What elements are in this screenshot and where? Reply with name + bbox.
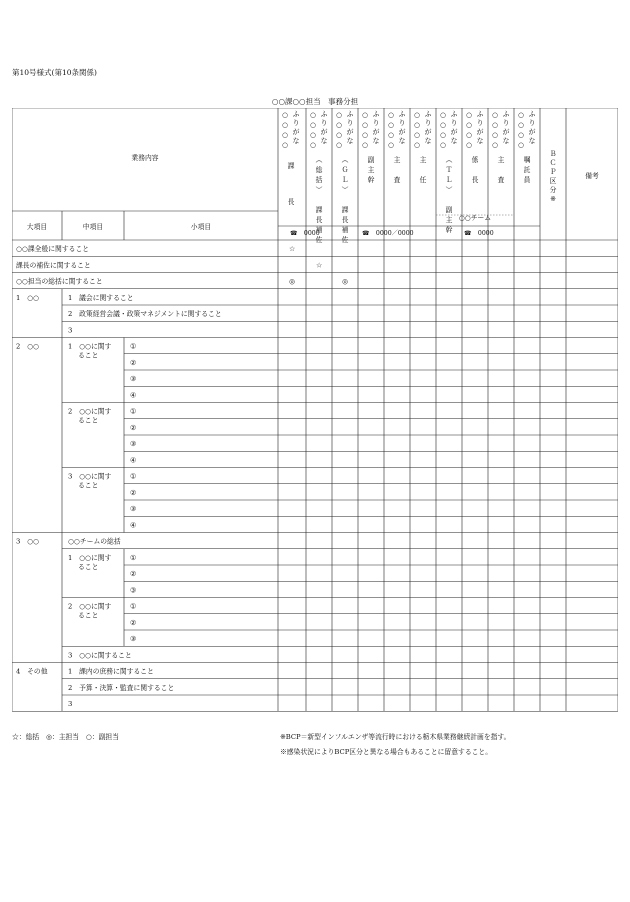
duty-assignment-table [12, 108, 618, 730]
staff-7-title: ︵ＴＬ︶ 副主幹 [445, 156, 453, 234]
section-4-item-1: 1 課内の庶務に関すること [68, 667, 154, 676]
staff-5-title: 主 査 [393, 156, 401, 184]
staff-8-title: 係 長 [471, 156, 479, 184]
staff-3-furigana: ふりがな [346, 110, 354, 145]
mark-double-gl: ◎ [342, 277, 348, 286]
section-3-mid-1b: ること [78, 562, 99, 571]
note-bcp-definition: ※BCP＝新型インフルエンザ等流行時における栃木県業務継続計画を指す。 [280, 733, 511, 741]
row-general-c: ○○担当の総括に関すること [16, 277, 103, 286]
s3-m1-n1: ① [130, 553, 137, 562]
middle-item-label: 中項目 [82, 223, 104, 231]
staff-8-furigana: ふりがな [476, 110, 484, 145]
section-2-mid-3b: ること [78, 481, 99, 490]
section-2-mid-1b: ること [78, 351, 99, 360]
document-title: ○○課○○担当 事務分担 [271, 97, 359, 106]
staff-6-title: 主 任 [419, 156, 427, 184]
s2-m1-n3: ③ [130, 375, 137, 383]
form-number: 第10号様式(第10条関係) [12, 68, 97, 77]
staff-9-name: ○ ○ ○ ○ [492, 111, 498, 149]
staff-7-name: ○ ○ ○ ○ [440, 111, 446, 149]
staff-4-name: ○ ○ ○ ○ [362, 111, 368, 149]
row-general-b: 課長の補佐に関すること [16, 261, 91, 270]
section-1-item-3: 3 [68, 326, 73, 335]
s2-m3-n1: ① [130, 472, 137, 481]
section-2-mid-2b: ること [78, 416, 99, 425]
section-2-mid-1: 1 ○○に関す [68, 342, 112, 351]
s2-m2-n1: ① [130, 407, 137, 416]
staff-2-name: ○ ○ ○ ○ [310, 111, 316, 149]
row-general-a: ○○課全般に関すること [16, 245, 90, 253]
s2-m3-n2: ② [130, 488, 137, 497]
section-4-label: 4 その他 [16, 667, 48, 676]
section-3-mid-1: 1 ○○に関す [68, 553, 112, 562]
section-1-label: 1 ○○ [16, 293, 39, 302]
section-3-mid-2: 2 ○○に関す [68, 602, 112, 611]
s2-m3-n4: ④ [130, 521, 137, 530]
mark-star-hosa: ☆ [315, 261, 323, 270]
s2-m3-n3: ③ [130, 505, 137, 513]
section-1-item-2: 2 政策経営会議・政策マネジメントに関すること [68, 310, 222, 318]
staff-1-title: 課 長 [287, 162, 295, 206]
section-3-mid-3: 3 ○○に関すること [68, 651, 132, 660]
s2-m1-n2: ② [130, 358, 137, 367]
staff-1-furigana: ふりがな [292, 110, 300, 145]
s2-m1-n1: ① [130, 342, 137, 351]
s2-m2-n3: ③ [130, 440, 137, 448]
staff-5-furigana: ふりがな [398, 110, 406, 145]
s2-m2-n2: ② [130, 423, 137, 432]
s3-m2-n3: ③ [130, 635, 137, 643]
work-content-label: 業務内容 [131, 154, 159, 162]
minor-item-label: 小項目 [190, 223, 212, 231]
section-4-item-2: 2 予算・決算・監査に関すること [68, 683, 175, 692]
phone-team-a: ☎ 0000／0000 [362, 230, 414, 237]
phone-kacho: ☎ 0000 [290, 230, 320, 237]
s3-m2-n1: ① [130, 602, 137, 611]
staff-8-name: ○ ○ ○ ○ [466, 111, 472, 149]
mark-star-kacho: ☆ [288, 245, 296, 253]
note-bcp-caution: ※感染状況によりBCP区分と異なる場合もあることに留意すること。 [280, 748, 493, 756]
staff-10-title: 嘱託員 [523, 156, 531, 184]
section-2-mid-2: 2 ○○に関す [68, 407, 112, 416]
staff-2-title: ︵総括︶ 課長補佐 [315, 156, 323, 244]
section-2-label: 2 ○○ [16, 342, 39, 351]
s3-m1-n3: ③ [130, 586, 137, 595]
staff-3-name: ○ ○ ○ ○ [336, 111, 342, 149]
bcp-label: ＢＣＰ区分※ [549, 150, 557, 203]
team-label: ○○チーム [458, 214, 492, 222]
staff-9-furigana: ふりがな [502, 110, 510, 145]
staff-6-name: ○ ○ ○ ○ [414, 111, 420, 149]
staff-6-furigana: ふりがな [424, 110, 432, 145]
staff-2-furigana: ふりがな [320, 110, 328, 145]
s3-m1-n2: ② [130, 570, 137, 578]
staff-4-furigana: ふりがな [372, 110, 380, 145]
remarks-label: 備考 [585, 172, 599, 180]
staff-4-title: 副主幹 [367, 156, 375, 184]
phone-team-b: ☎ 0000 [464, 230, 494, 237]
section-3-label: 3 ○○ [16, 537, 39, 546]
staff-1-name: ○ ○ ○ ○ [282, 111, 288, 149]
section-3-mid-2b: ること [78, 611, 99, 620]
s2-m2-n4: ④ [130, 456, 137, 465]
staff-5-name: ○ ○ ○ ○ [388, 111, 394, 149]
mark-double-kacho: ◎ [289, 277, 295, 286]
section-1-item-1: 1 議会に関すること [68, 293, 134, 302]
s2-m1-n4: ④ [130, 391, 137, 400]
staff-3-title: ︵ＧＬ︶ 課長補佐 [341, 156, 349, 244]
staff-9-title: 主 査 [497, 156, 505, 184]
staff-7-furigana: ふりがな [450, 110, 458, 145]
major-item-label: 大項目 [26, 223, 48, 231]
legend: ☆：総括 ◎：主担当 ○：副担当 [12, 733, 120, 741]
section-4-item-3: 3 [68, 700, 73, 708]
staff-10-name: ○ ○ ○ ○ [518, 111, 524, 149]
s3-m2-n2: ② [130, 618, 137, 627]
section-3-team: ○○チームの総括 [68, 537, 121, 546]
staff-10-furigana: ふりがな [528, 110, 536, 145]
section-2-mid-3: 3 ○○に関す [68, 472, 112, 481]
